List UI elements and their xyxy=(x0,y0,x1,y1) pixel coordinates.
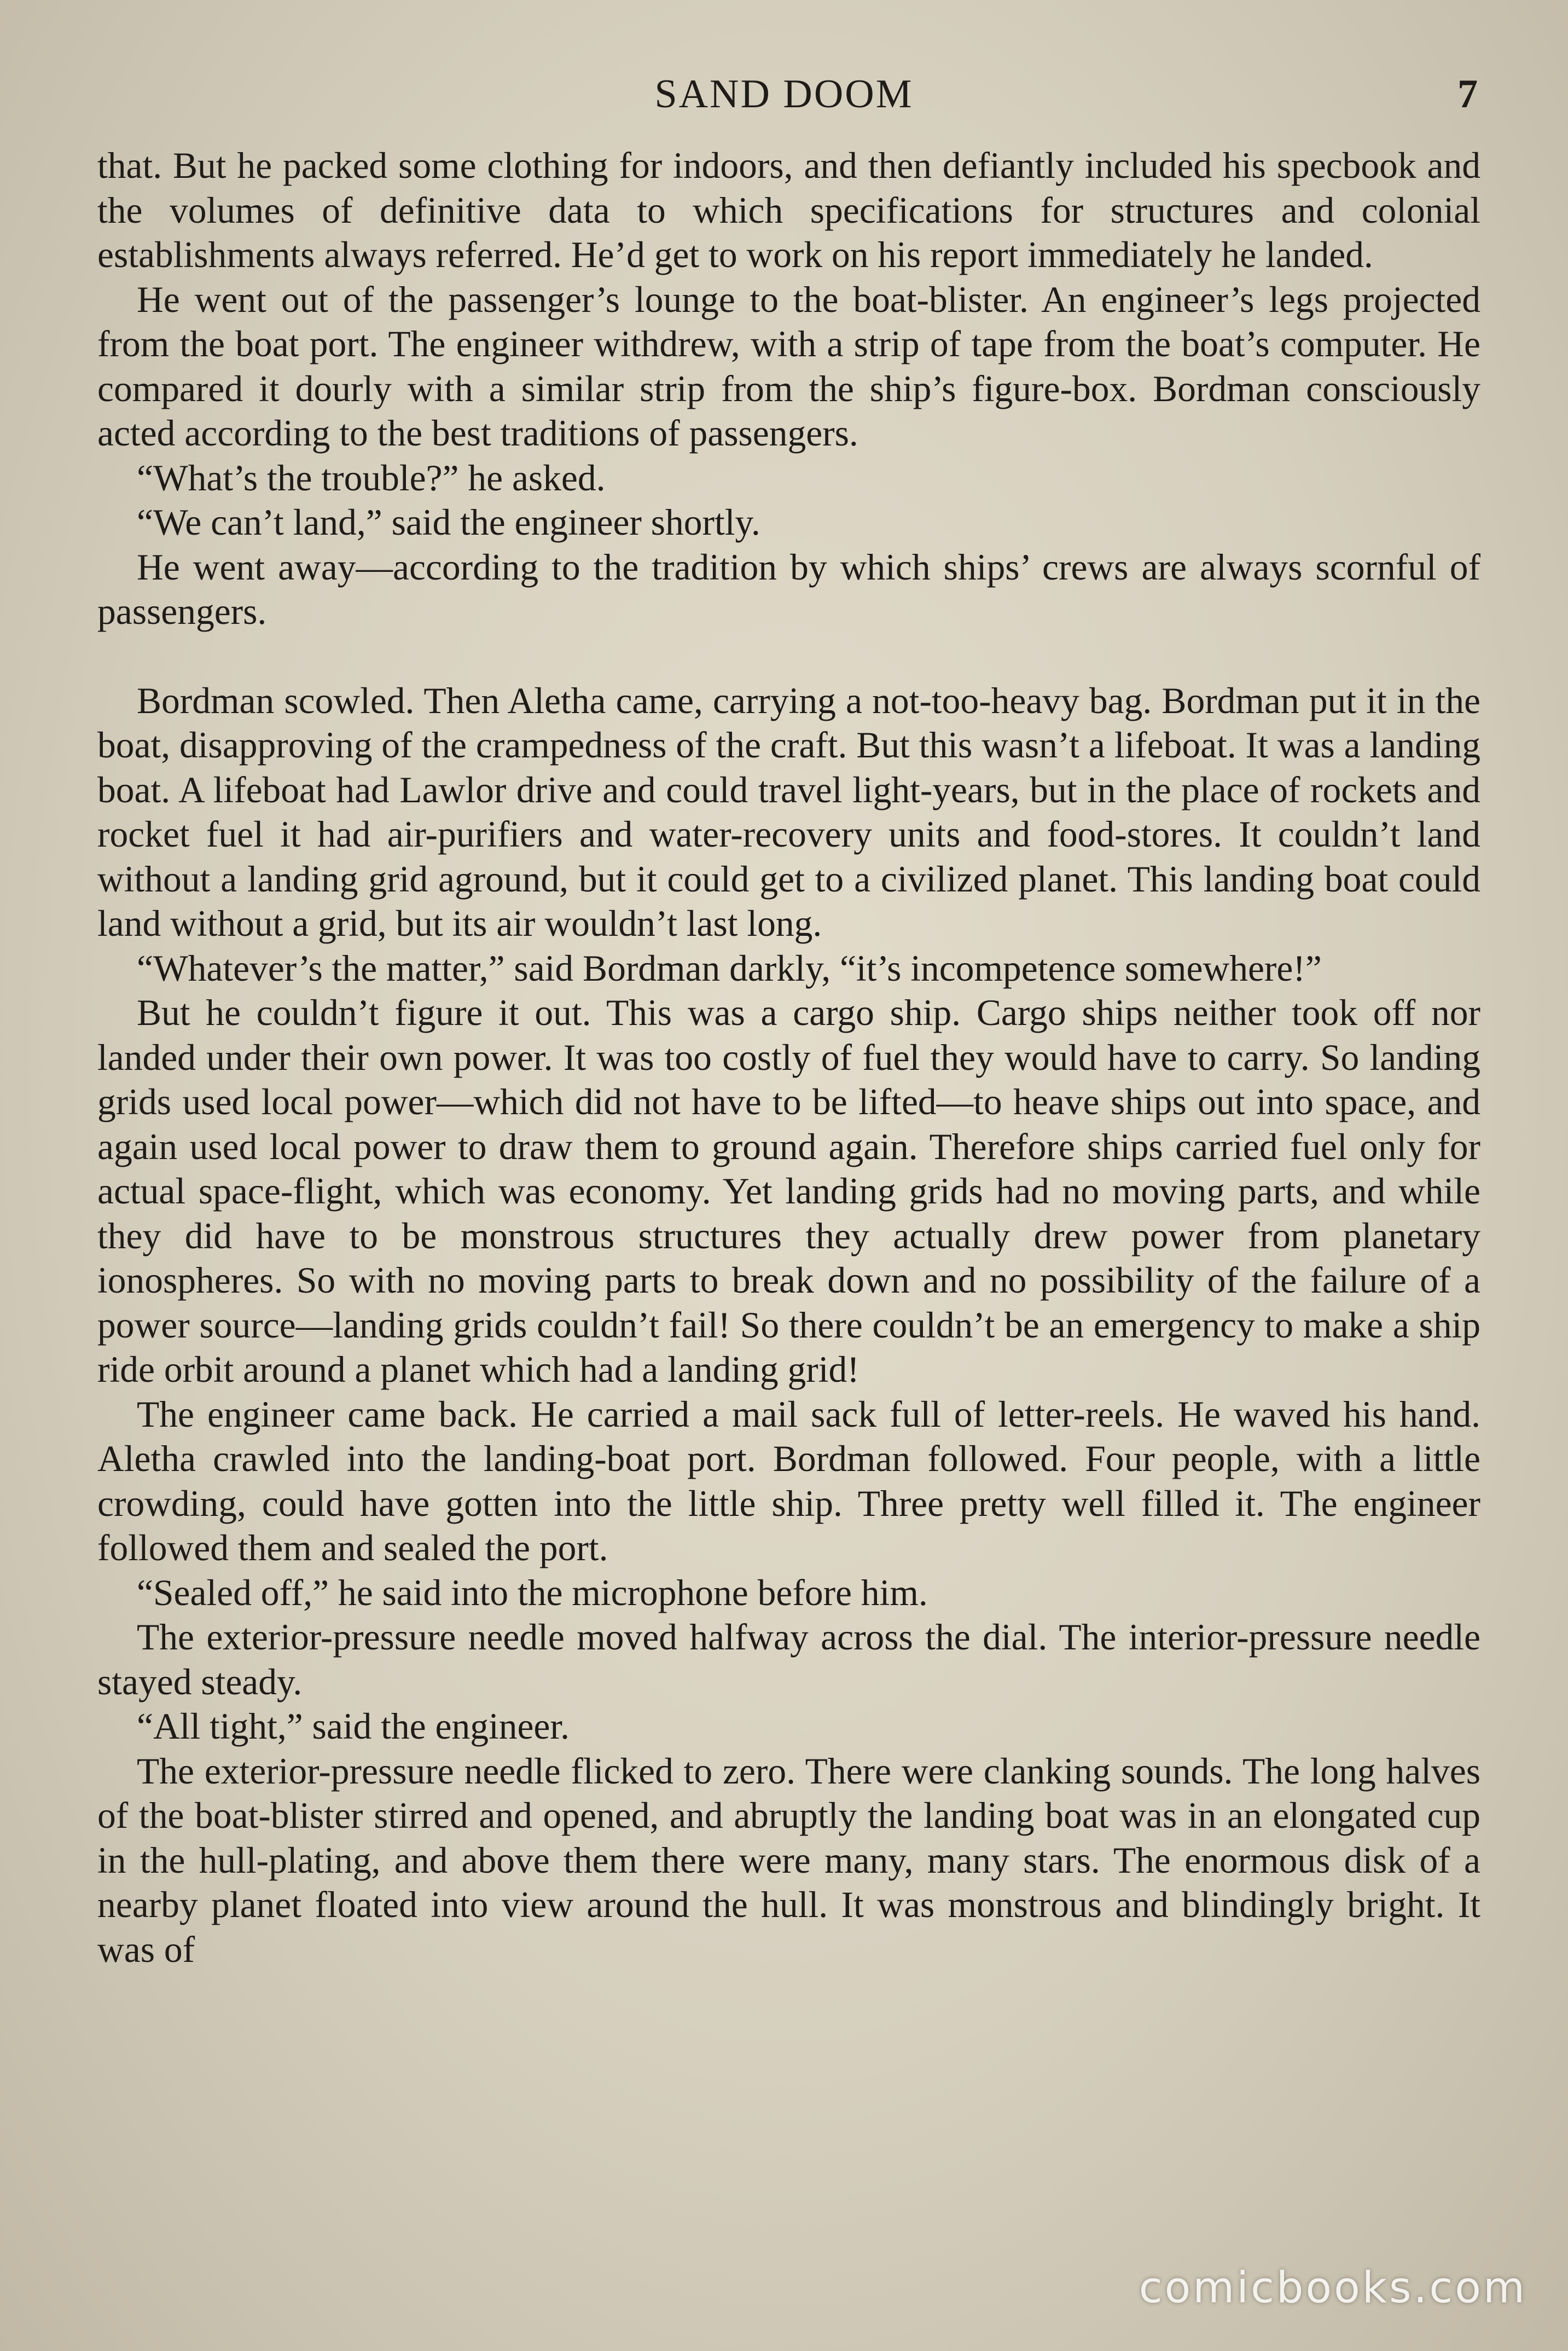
paragraph: “Whatever’s the matter,” said Bordman darkly, “it’s incompetence somewhere!” xyxy=(137,947,1322,989)
paragraph: He went out of the passenger’s lounge to the boat-blister. An engineer’s legs projected from the boat port. The engineer withdrew, with a strip of tape from the boat’s computer. He compared it dourly with a similar strip from the ship’s figure-box. Bordman consciously acted according to the best traditions of passengers. xyxy=(97,279,1480,454)
paragraph: Bordman scowled. Then Aletha came, carrying a not-too-heavy bag. Bordman put it in the boat, disapproving of the crampedness of the craft. But this wasn’t a lifeboat. It was a landing boat. A lifeboat had Lawlor drive and could travel light-years, but in the place of rockets and rocket fuel it had air-purifiers and water-recovery units and food-stores. It couldn’t land without a landing grid aground, but it could get to a civilized planet. This landing boat could land without a grid, but its air wouldn’t last long. xyxy=(97,680,1480,944)
paragraph: He went away—according to the tradition by which ships’ crews are always scornful of passengers. xyxy=(97,546,1480,632)
paragraph: The exterior-pressure needle flicked to zero. There were clanking sounds. The long halves of the boat-blister stirred and opened, and abruptly the landing boat was in an elongated cup in the hull-plating, and above them there were many, many stars. The enormous disk of a nearby planet floated into view around the hull. It was monstrous and blindingly bright. It was of xyxy=(97,1750,1480,1970)
paragraph: “Sealed off,” he said into the microphone before him. xyxy=(137,1572,928,1613)
watermark-text: comicbooks.com xyxy=(1139,2263,1527,2313)
paragraph: “We can’t land,” said the engineer shortly. xyxy=(137,502,760,543)
page-header xyxy=(0,71,1568,131)
paragraph: The exterior-pressure needle moved halfway across the dial. The interior-pressure needle stayed steady. xyxy=(97,1617,1480,1703)
section-break xyxy=(97,634,1480,679)
paragraph: “All tight,” said the engineer. xyxy=(137,1706,570,1747)
paragraph: that. But he packed some clothing for indoors, and then defiantly included his specbook and the volumes of definitive data to which specifications for structures and colonial establishments always referred. He’d get to work on his report immediately he landed. xyxy=(97,145,1480,275)
body-text xyxy=(97,143,1480,1972)
paragraph: “What’s the trouble?” he asked. xyxy=(137,457,606,499)
paragraph: The engineer came back. He carried a mail sack full of letter-reels. He waved his hand. Aletha crawled into the landing-boat port. Bordman followed. Four people, with a little crowding, could have gotten into the little ship. Three pretty well filled it. The engineer followed them and sealed the port. xyxy=(97,1393,1480,1568)
running-head-title: SAND DOOM xyxy=(654,72,914,117)
paragraph: But he couldn’t figure it out. This was a cargo ship. Cargo ships neither took off nor landed under their own power. It was too costly of fuel they would have to carry. So landing grids used local power—which did not have to be lifted—to heave ships out into space, and again used local power to draw them to ground again. Therefore ships carried fuel only for actual space-flight, which was economy. Yet landing grids had no moving parts, and while they did have to be monstrous structures they actually drew power from planetary ionospheres. So with no moving parts to break down and no possibility of the failure of a power source—landing grids couldn’t fail! So there couldn’t be an emergency to make a ship ride orbit around a planet which had a landing grid! xyxy=(97,992,1480,1390)
page-number: 7 xyxy=(1457,72,1478,117)
